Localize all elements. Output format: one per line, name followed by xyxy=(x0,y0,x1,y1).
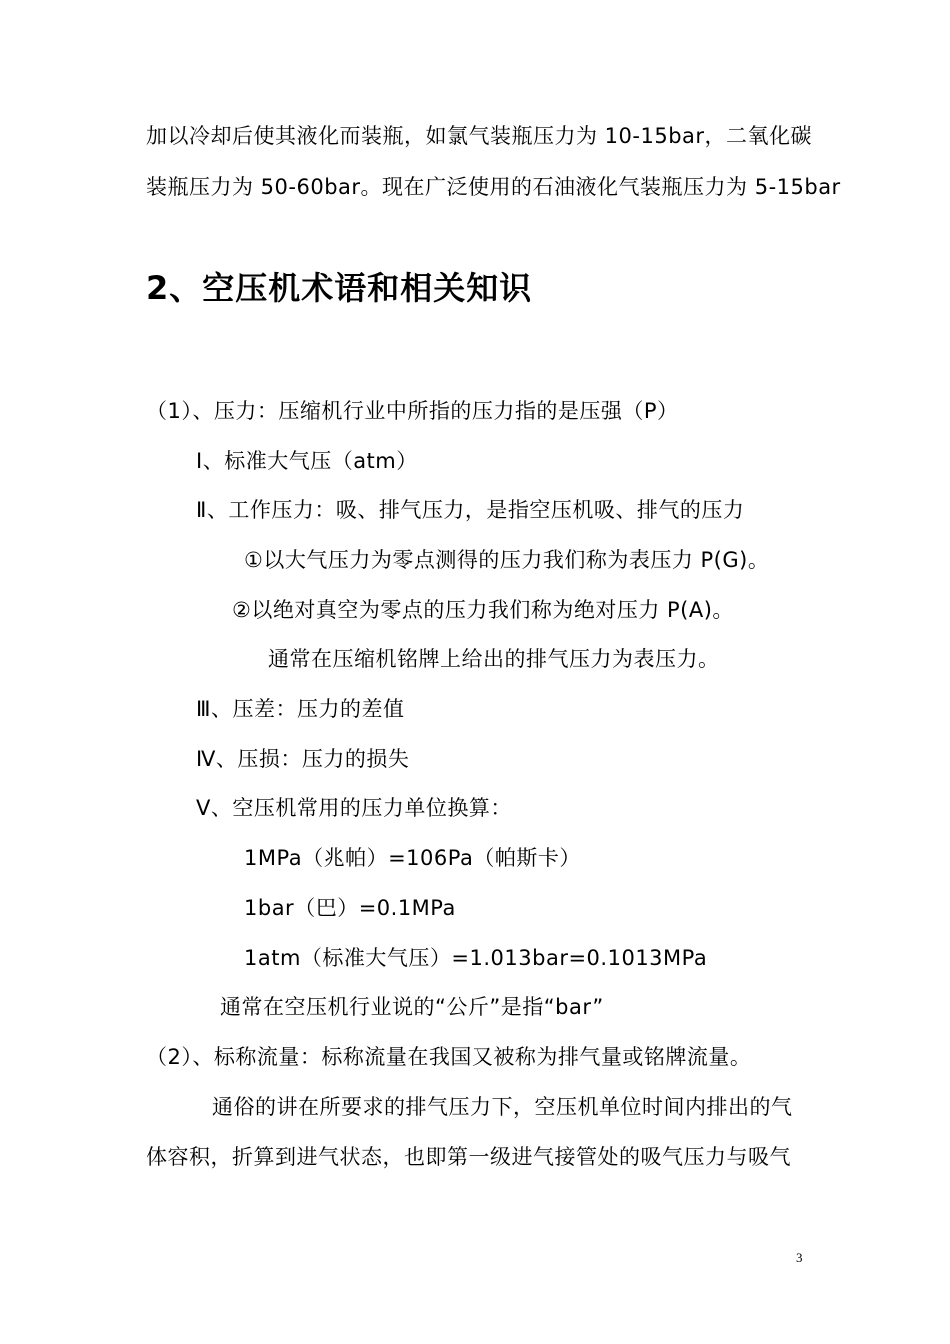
intro-line-2: 装瓶压力为 50-60bar。现在广泛使用的石油液化气装瓶压力为 5-15bar xyxy=(146,175,841,199)
pressure-item-4: Ⅳ、压损：压力的损失 xyxy=(196,747,410,771)
section-heading: 2、空压机术语和相关知识 xyxy=(146,269,533,307)
intro-line-1: 加以冷却后使其液化而装瓶，如氯气装瓶压力为 10-15bar，二氧化碳 xyxy=(146,124,813,148)
unit-conversion-3: 1atm（标准大气压）=1.013bar=0.1013MPa xyxy=(244,946,708,970)
pressure-item-1: Ⅰ、标准大气压（atm） xyxy=(196,449,418,473)
page-number: 3 xyxy=(796,1250,803,1265)
pressure-item-2-sub-1: ①以大气压力为零点测得的压力我们称为表压力 P(G)。 xyxy=(244,548,770,572)
pressure-item-2-note: 通常在压缩机铭牌上给出的排气压力为表压力。 xyxy=(268,647,720,671)
flow-title: （2）、标称流量：标称流量在我国又被称为排气量或铭牌流量。 xyxy=(146,1045,752,1069)
unit-conversion-1: 1MPa（兆帕）=106Pa（帕斯卡） xyxy=(244,846,581,870)
pressure-title: （1）、压力：压缩机行业中所指的压力指的是压强（P） xyxy=(146,399,679,423)
flow-paragraph-line-2: 体容积，折算到进气状态，也即第一级进气接管处的吸气压力与吸气 xyxy=(146,1145,791,1169)
pressure-item-5: Ⅴ、空压机常用的压力单位换算： xyxy=(196,796,512,820)
pressure-note: 通常在空压机行业说的“公斤”是指“bar” xyxy=(220,995,604,1019)
unit-conversion-2: 1bar（巴）=0.1MPa xyxy=(244,896,456,920)
flow-paragraph-line-1: 通俗的讲在所要求的排气压力下，空压机单位时间内排出的气 xyxy=(212,1095,793,1119)
pressure-item-2: Ⅱ、工作压力：吸、排气压力，是指空压机吸、排气的压力 xyxy=(196,498,745,522)
pressure-item-3: Ⅲ、压差：压力的差值 xyxy=(196,697,405,721)
pressure-item-2-sub-2: ②以绝对真空为零点的压力我们称为绝对压力 P(A)。 xyxy=(232,598,734,622)
